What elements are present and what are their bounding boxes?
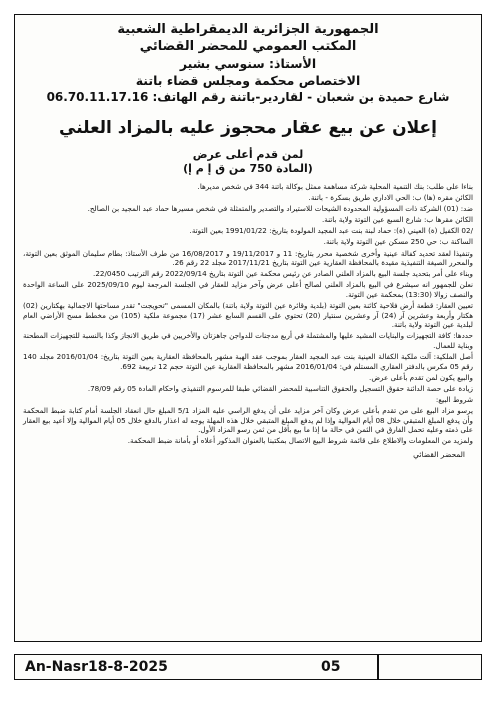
body-paragraph: يرسو مزاد البيع على من تقدم بأعلى عرض وكان آخر مزايد على أن يدفع الراسي عليه المزاد 5/1 المبلغ حال انعقاد الجلسة أمام كتابة ضبط المحكمة وأن يدفع المبلغ المتبقي خلال 08 أيام الموالية وإذا لم يدفع المبلغ المتبقي خلال هذه المهلة يوجه له اعذار بالدفع خلال 05 أيام الموالية وإلا أعيد بيع العقار على ذمته وعليه تحمل الفارق في الثمن في حالة ما إذا ما بيع بأقل من ثمن رسو المزاد الأول. — [23, 405, 473, 435]
body-paragraph: تعيين العقار: قطعة أرض فلاحية كائنة بعين التوتة (بلدية وقائرة عين التوتة ولاية باتنة) بالمكان المسمى "تحويجت" تقدر مساحتها الاجمالية بهكتارين (02) هكتار وأربعة وعشرين آر (24) آر وعشرين سنتيار (20) تحتوي على القسم السابع عشر (17) مجموعة ملكية (105) من مخطط مسح الأراضي العام لبلدية عين التوتة ولاية باتنة. — [23, 301, 473, 330]
header-office: المكتب العمومي للمحضر القضائي — [139, 39, 357, 54]
body-paragraph: وتنفيذا لعقد تحديد كفالة عينية وأخرى شخصية محرر بتاريخ: 11 و 19/11/2017 و 16/08/2017 من طرف الأستاذ: بطام سليمان الموثق بعين التوتة، والمحرر الصيغة التنفيذية مقيدة بالمحافظة العقارية عين التوتة بتاريخ 2017/11/21 مجلد 22 رقم 26. — [23, 248, 473, 268]
page-footer — [14, 654, 482, 680]
body-paragraph: وبناء على أمر بتحديد جلسة البيع بالمزاد العلني الصادر عن رئيس محكمة عين التوتة بتاريخ 2022/09/14 رقم الترتيب 22/0450. — [93, 269, 473, 279]
header-bailiff-name: الأستاذ: سنوسي بشير — [179, 56, 317, 71]
body-paragraph: شروط البيع: — [435, 394, 473, 404]
announcement-subtitle — [15, 148, 481, 176]
footer-divider — [377, 655, 379, 679]
body-paragraph: ولمزيد من المعلومات والاطلاع على قائمة شروط البيع الاتصال بمكتبنا بالعنوان المذكور أعلاه أو بأمانة ضبط المحكمة. — [127, 436, 473, 446]
signature: المحضر القضائي — [413, 449, 465, 459]
body-paragraph: زيادة على حصة الدائنة حقوق التسجيل والحقوق التناسبية للمحضر القضائي طبقا للمرسوم التنفيذي واحكام المادة 05 رقم 78/09. — [87, 383, 473, 393]
subtitle-highest-bidder: لمن قدم أعلى عرض — [192, 148, 304, 161]
announcement-body — [15, 176, 481, 460]
body-paragraph: الكائن مقرها ب: شارع السبع عين التوتة ولاية باتنة. — [321, 215, 473, 225]
body-paragraph: /02 الكفيل (ة) العيني (ة): حماد لبنة بنت عبد المجيد المولودة بتاريخ: 1991/01/22 بعين التوتة. — [189, 226, 473, 236]
body-paragraph: الكائن مقره (ها) ب: الحي الاداري طريق بسكرة - باتنة. — [308, 193, 473, 203]
announcement-header — [15, 15, 481, 106]
body-paragraph: بناءا على طلب: بنك التنمية المحلية شركة مساهمة ممثل بوكالة باتنة 344 في شخص مديرها. — [197, 182, 473, 191]
subtitle-article: (المادة 750 من ق إ م إ) — [183, 162, 313, 175]
body-paragraph: الساكنة ب: حي 250 مسكن عين التوتة ولاية باتنة. — [323, 237, 473, 247]
header-address-phone: شارع حميدة بن شعبان - لقاردير-باتنة رقم الهاتف: 06.70.11.17.16 — [46, 90, 450, 104]
page-number: 05 — [321, 659, 341, 675]
header-republic: الجمهورية الجزائرية الديمقراطية الشعبية — [117, 22, 379, 37]
header-jurisdiction: الاختصاص محكمة ومجلس قضاء باتنة — [135, 73, 361, 88]
body-paragraph: والبيع يكون لمن تقدم بأعلى عرض. — [369, 372, 473, 382]
newspaper-name-date: An-Nasr18-8-2025 — [25, 659, 168, 675]
body-paragraph: نعلن للجمهور انه سيشرع في البيع بالمزاد العلني لصالح أعلى عرض وآخر مزايد للعقار في الجلسة المرجعة ليوم 2025/09/10 على الساعة الواحدة والنصف زوالا (13:30) بمحكمة عين التوتة. — [23, 280, 473, 299]
body-paragraph: أصل الملكية: آلت ملكية الكفالة العينية بنت عبد المجيد العقار بموجب عقد الهبة مشهر بالمحافظة العقارية بعين التوتة بتاريخ: 2016/01/04 مجلد 140 رقم 05 مكرس بالدفتر العقاري المستلم في: 2016/01/04 مشهر بالمحافظة العقارية عين التوتة حجم 12 تربيعة 692. — [23, 352, 473, 371]
announcement-frame — [14, 14, 482, 642]
announcement-title: إعلان عن بيع عقار محجوز عليه بالمزاد العلني — [59, 118, 437, 138]
body-paragraph: حددها: كافة التجهيزات والبنايات المشيد عليها والمشتملة في أربع مدجنات للدواجن جاهزتان والأخريين في طريق الانجاز وكذا بالنسبة للتجهيزات المطحنة وبناية للعمال. — [23, 331, 473, 350]
body-paragraph: ضد: (01) الشركة ذات المسؤولية المحدودة الشيحات للاستيراد والتصدير والمتمثلة في شخص مسيرها حماد عبد المجيد بن الصالح. — [87, 204, 473, 214]
